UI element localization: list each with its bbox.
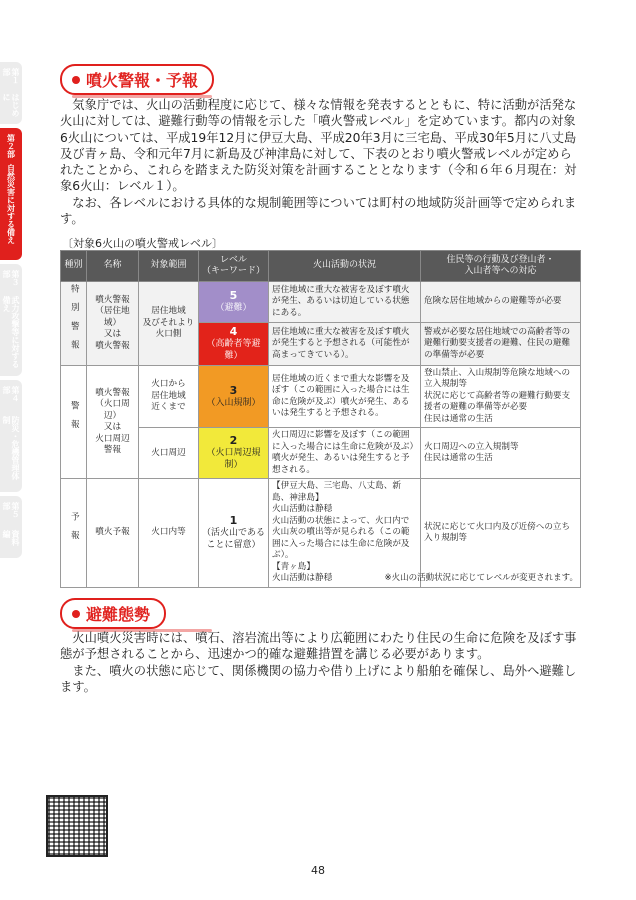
chapter-tab-number: 第１部 (2, 68, 20, 84)
action-cell: 登山禁止、入山規制等危険な地域への立入規制等 状況に応じて高齢者等の避難行動要支援者の避難の準備等が必要 住民は通常の生活 (421, 365, 581, 428)
level-5-badge: 5 （避難） (199, 282, 269, 323)
chapter-tabs (0, 62, 22, 562)
chapter-tab-number: 第５部 (2, 502, 20, 518)
scope-cell: 火口周辺 (139, 428, 199, 479)
action-cell: 危険な居住地域からの避難等が必要 (421, 282, 581, 323)
bullet-dot-icon (72, 610, 80, 618)
status-cell: 【伊豆大島、三宅島、八丈島、新島、神津島】 火山活動は静穏 火山活動の状態によって、火口内で火山灰の噴出等が見られる（この範囲に入った場合には生命に危険が及ぶ）。 【青ヶ島】 火山活動は静穏 (269, 479, 421, 588)
chapter-tab-label: 資料編 (2, 530, 20, 546)
level-3-badge: 3 （入山規制） (199, 365, 269, 428)
action-cell: 火口周辺への立入規制等 住民は通常の生活 (421, 428, 581, 479)
type-cell-warning: 警報 (61, 365, 87, 479)
chapter-tab (0, 380, 22, 492)
table-row (61, 365, 581, 428)
chapter-tab (0, 264, 22, 376)
status-cell: 居住地域の近くまで重大な影響を及ぼす（この範囲に入った場合には生命に危険が及ぶ）噴火が発生、あるいは発生すると予想される。 (269, 365, 421, 428)
name-cell-special: 噴火警報 （居住地域） 又は 噴火警報 (87, 282, 139, 366)
chapter-tab-label: 自然災害に対する備え (6, 164, 16, 244)
scope-cell: 火口から 居住地域 近くまで (139, 365, 199, 428)
action-cell: 警戒が必要な居住地域での高齢者等の避難行動要支援者の避難、住民の避難の準備等が必要 (421, 322, 581, 365)
section-heading-eruption-warning (60, 64, 214, 95)
table-header-row (61, 251, 581, 282)
bullet-dot-icon (72, 76, 80, 84)
section-title: 噴火警報・予報 (86, 71, 199, 90)
scope-cell-special: 居住地域 及びそれより 火口側 (139, 282, 199, 366)
scope-cell-forecast: 火口内等 (139, 479, 199, 588)
paragraph: また、噴火の状態に応じて、関係機関の協力や借り上げにより船舶を確保し、島外へ避難します。 (60, 663, 577, 694)
header-scope: 対象範囲 (139, 251, 199, 282)
intro-text (60, 97, 580, 227)
chapter-tab (0, 496, 22, 558)
chapter-tab-label: 防災・危機管理体制 (2, 415, 20, 480)
header-status: 火山活動の状況 (269, 251, 421, 282)
evacuation-text (60, 630, 580, 695)
chapter-tab-number: 第４部 (2, 386, 20, 402)
qr-code-icon (46, 795, 108, 857)
level-2-badge: 2 （火口周辺規制） (199, 428, 269, 479)
type-cell-forecast: 予報 (61, 479, 87, 588)
chapter-tab-label: 武力攻撃等に対する備え (2, 296, 20, 369)
page-number: 48 (311, 864, 325, 877)
chapter-tab-number: 第３部 (2, 270, 20, 286)
level-4-badge: 4 （高齢者等避難） (199, 322, 269, 365)
name-cell-forecast: 噴火予報 (87, 479, 139, 588)
status-cell: 火口周辺に影響を及ぼす（この範囲に入った場合には生命に危険が及ぶ）噴火が発生、あるいは発生すると予想される。 (269, 428, 421, 479)
header-name: 名称 (87, 251, 139, 282)
header-level: レベル （キーワード） (199, 251, 269, 282)
section-title: 避難態勢 (86, 605, 151, 624)
table-caption: 〔対象6火山の噴火警戒レベル〕 (62, 237, 223, 250)
table-row (61, 428, 581, 479)
status-cell: 居住地域に重大な被害を及ぼす噴火が発生、あるいは切迫している状態にある。 (269, 282, 421, 323)
status-cell: 居住地域に重大な被害を及ぼす噴火が発生すると予想される（可能性が高まってきている）。 (269, 322, 421, 365)
header-action: 住民等の行動及び登山者・ 入山者等への対応 (421, 251, 581, 282)
paragraph: 火山噴火災害時には、噴石、溶岩流出等により広範囲にわたり住民の生命に危険を及ぼす事態が予想されることから、迅速かつ的確な避難措置を講じる必要があります。 (60, 631, 577, 662)
chapter-tab (0, 62, 22, 124)
table-note: ※火山の活動状況に応じてレベルが変更されます。 (384, 573, 578, 583)
type-cell-special: 特別警報 (61, 282, 87, 366)
action-cell: 状況に応じて火口内及び近傍への立ち入り規制等 (421, 479, 581, 588)
level-1-badge: 1 （活火山であることに留意） (199, 479, 269, 588)
volcanic-alert-level-table (60, 250, 581, 588)
header-type: 種別 (61, 251, 87, 282)
table-row (61, 282, 581, 323)
chapter-tab-number: 第２部 (6, 134, 16, 158)
chapter-tab (0, 128, 22, 260)
paragraph: 気象庁では、火山の活動程度に応じて、様々な情報を発表するとともに、特に活動が活発な火山に対しては、避難行動等の情報を示した「噴火警戒レベル」を定めています。都内の対象6火山については、平成19年12月に伊豆大島、平成20年3月に三宅島、平成30年5月に八丈島及び青ヶ島、令和元年7月に新島及び神津島に対して、下表のとおり噴火警戒レベルが定められたことから、これらを踏まえた防災対策を計画することとなります（令和６年６月現在：対象6火山：レベル１）。 (60, 98, 577, 194)
chapter-tab-label: はじめに (2, 92, 20, 117)
name-cell-warning: 噴火警報 （火口周辺） 又は 火口周辺 警報 (87, 365, 139, 479)
section-heading-evacuation (60, 598, 166, 629)
paragraph: なお、各レベルにおける具体的な規制範囲等については町村の地域防災計画等で定められます。 (60, 195, 577, 227)
